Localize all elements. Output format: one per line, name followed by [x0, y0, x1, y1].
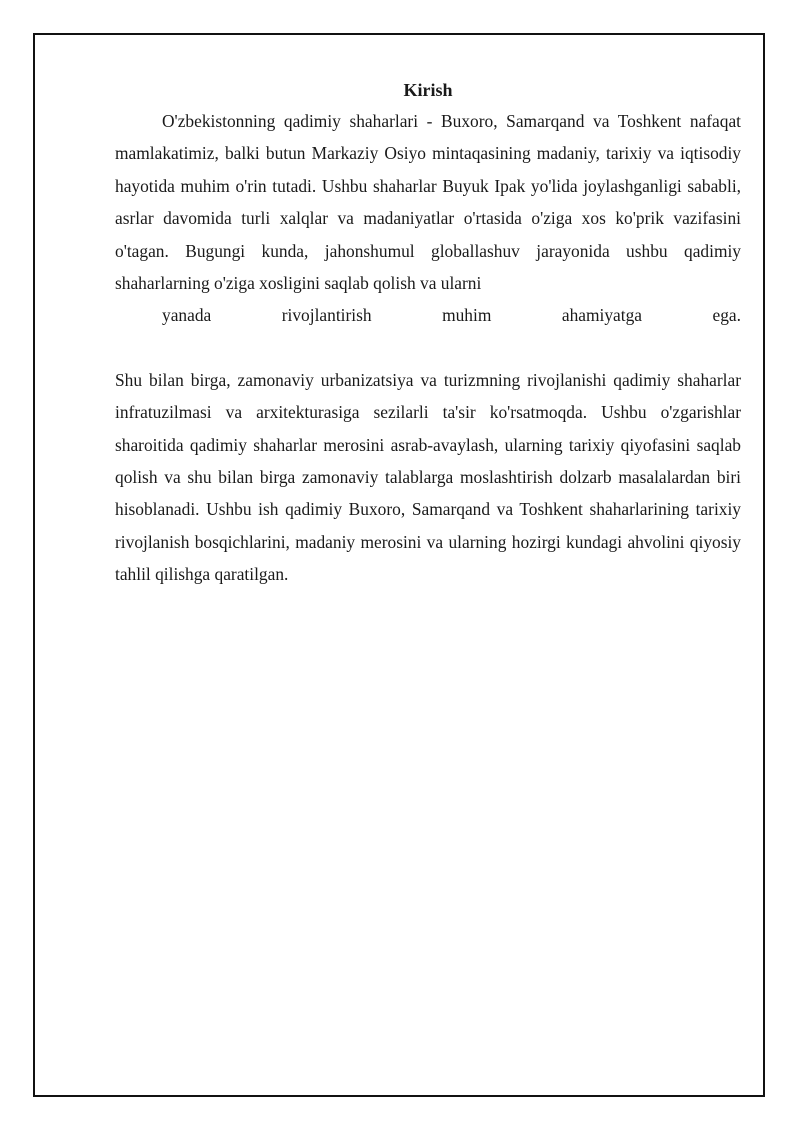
paragraph-intro: [115, 105, 741, 332]
section-title: Kirish: [403, 80, 453, 100]
paragraph-spacer: [115, 332, 741, 364]
paragraph-second: Shu bilan birga, zamonaviy urbanizatsiya va turizmning rivojlanishi qadimiy shaharlar infratuzilmasi va arxitekturasiga sezilarli ta'sir ko'rsatmoqda. Ushbu o'zgarishlar sharoitida qadimiy shaharlar merosini asrab-avaylash, ularning tarixiy qiyofasini saqlab qolish va shu bilan birga zamonaviy talablarga moslashtirish dolzarb masalalardan biri hisoblanadi. Ushbu ish qadimiy Buxoro, Samarqand va Toshkent shaharlarining tarixiy rivojlanish bosqichlarini, madaniy merosini va ularning hozirgi kundagi ahvolini qiyosiy tahlil qilishga qaratilgan.: [115, 369, 741, 585]
paragraph-intro-main: O'zbekistonning qadimiy shaharlari - Buxoro, Samarqand va Toshkent nafaqat mamlakatimiz, balki butun Markaziy Osiyo mintaqasining madaniy, tarixiy va iqtisodiy hayotida muhim o'rin tutadi. Ushbu shaharlar Buyuk Ipak yo'lida joylashganligi sababli, asrlar davomida turli xalqlar va madaniyatlar o'rtasida o'ziga xos ko'prik vazifasini o'tagan. Bugungi kunda, jahonshumul globallashuv jarayonida ushbu qadimiy shaharlarning o'ziga xosligini saqlab qolish va ularni: [115, 111, 741, 294]
document-body: [115, 76, 741, 591]
paragraph-intro-last-line: yanada rivojlantirish muhim ahamiyatga ega.: [162, 305, 741, 326]
